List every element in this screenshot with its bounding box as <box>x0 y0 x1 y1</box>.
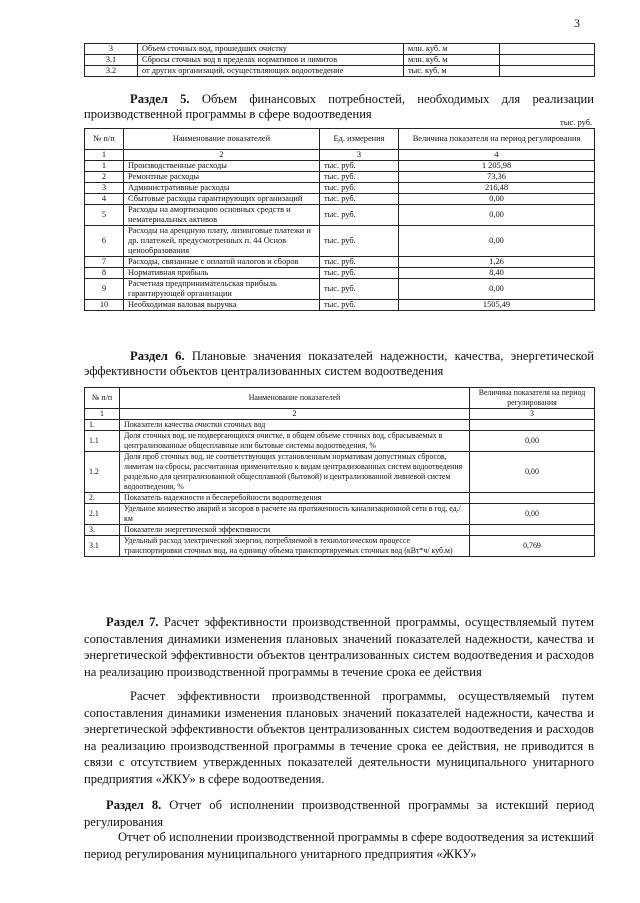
section8-label: Раздел 8. <box>106 798 162 812</box>
row-name: Доля сточных вод, не подвергающихся очистке, в общем объеме сточных вод, сбрасываемых в централизованные общесплавные или бытовые системы водоотведения, % <box>120 431 470 452</box>
row-name: Расчетная предпринимательская прибыль гарантирующей организации <box>124 279 320 300</box>
table-row <box>85 420 595 431</box>
row-number: 1. <box>85 420 120 431</box>
row-unit: тыс. руб. <box>320 268 399 279</box>
table-row <box>85 172 595 183</box>
section5-label: Раздел 5. <box>130 92 190 106</box>
row-name: Объем сточных вод, прошедших очистку <box>138 44 404 55</box>
row-number: 3. <box>85 525 120 536</box>
header-value: Величина показателя на период регулирования <box>399 129 595 150</box>
row-name: Показатели качества очистки сточных вод <box>120 420 470 431</box>
row-value: 0,00 <box>399 279 595 300</box>
row-value: 0,00 <box>470 504 595 525</box>
row-name: Расходы, связанные с оплатой налогов и сборов <box>124 257 320 268</box>
col-number: 1 <box>85 409 120 420</box>
section6-heading <box>84 349 594 379</box>
row-unit: тыс. руб. <box>320 183 399 194</box>
row-name: Показатель надежности и бесперебойности водоотведения <box>120 493 470 504</box>
row-unit: тыс. куб. м <box>404 66 500 77</box>
section6-label: Раздел 6. <box>130 349 185 363</box>
row-unit: тыс. руб. <box>320 257 399 268</box>
table-row <box>85 161 595 172</box>
column-number-row <box>85 150 595 161</box>
header-num: № п/п <box>85 129 124 150</box>
header-name: Наименование показателей <box>120 388 470 409</box>
header-num: № п/п <box>85 388 120 409</box>
page-number: 3 <box>574 16 580 30</box>
table-row <box>85 452 595 493</box>
section5-title: Объем финансовых потребностей, необходимых для реализации производственной программы в сфере водоотведения <box>84 92 594 121</box>
row-number: 2.1 <box>85 504 120 525</box>
table-header-row <box>85 388 595 409</box>
table-row <box>85 194 595 205</box>
row-number: 5 <box>85 205 124 226</box>
table-row <box>85 205 595 226</box>
row-number: 3 <box>85 44 138 55</box>
section6-title: Плановые значения показателей надежности, качества, энергетической эффективности объектов централизованных систем водоотведения <box>84 349 594 378</box>
section8-heading <box>84 797 594 830</box>
row-name: Показатели энергетической эффективности <box>120 525 470 536</box>
row-value: 0,00 <box>399 194 595 205</box>
table-row <box>85 44 595 55</box>
row-value <box>470 493 595 504</box>
row-number: 3.2 <box>85 66 138 77</box>
header-value: Величина показателя на период регулирования <box>470 388 595 409</box>
row-unit: млн. куб. м <box>404 44 500 55</box>
row-unit: тыс. руб. <box>320 279 399 300</box>
row-number: 2 <box>85 172 124 183</box>
row-number: 10 <box>85 300 124 311</box>
section8-body: Отчет об исполнении производственной программы в сфере водоотведения за истекший период регулирования муниципального унитарного предприятия «ЖКУ» <box>84 830 594 861</box>
row-value: 8,40 <box>399 268 595 279</box>
row-unit: тыс. руб. <box>320 194 399 205</box>
table-row <box>85 525 595 536</box>
table-row <box>85 226 595 257</box>
table-row <box>85 279 595 300</box>
section7-body: Расчет эффективности производственной программы, осуществляемый путем сопоставления динамики изменения плановых значений показателей надежности, качества и энергетической эффективности объектов централизованных систем водоотведения и расходов на реализацию производственной программы в течение срока ее действия, не приводится в связи с отсутствием утвержденных показателей деятельности муниципального унитарного предприятия «ЖКУ» в сфере водоотведения. <box>84 689 594 786</box>
section5-table <box>84 128 595 311</box>
table-row <box>85 536 595 557</box>
row-name: от других организаций, осуществляющих водоотведение <box>138 66 404 77</box>
section7-title: Расчет эффективности производственной программы, осуществляемый путем сопоставления динамики изменения плановых значений показателей надежности, качества и энергетической эффективности объектов централизованных систем водоотведения и расходов на реализацию производственной программы в течение срока ее действия <box>84 615 594 679</box>
row-number: 6 <box>85 226 124 257</box>
table-row <box>85 268 595 279</box>
row-number: 3 <box>85 183 124 194</box>
row-value <box>470 525 595 536</box>
row-number: 1.2 <box>85 452 120 493</box>
row-unit: тыс. руб. <box>320 172 399 183</box>
column-number-row <box>85 409 595 420</box>
row-number: 7 <box>85 257 124 268</box>
row-name: Удельное количество аварий и засоров в расчете на протяженность канализационной сети в год, ед./ км <box>120 504 470 525</box>
row-value: 1505,49 <box>399 300 595 311</box>
row-number: 8 <box>85 268 124 279</box>
row-number: 3.1 <box>85 536 120 557</box>
row-name: Сбросы сточных вод в пределах нормативов и лимитов <box>138 55 404 66</box>
row-name: Необходимая валовая выручка <box>124 300 320 311</box>
section7-label: Раздел 7. <box>106 615 159 629</box>
row-value <box>500 55 595 66</box>
row-number: 1.1 <box>85 431 120 452</box>
col-number: 4 <box>399 150 595 161</box>
row-unit: тыс. руб. <box>320 226 399 257</box>
row-value <box>500 66 595 77</box>
row-name: Нормативная прибыль <box>124 268 320 279</box>
col-number: 2 <box>120 409 470 420</box>
row-name: Доля проб сточных вод, не соответствующих установленным нормативам допустимых сбросов, лимитам на сбросы, рассчитанная применительно к видам централизованных систем водоотведения раздельно для централизованной общесплавной (бытовой) и централизованной ливневой систем водоотведения, % <box>120 452 470 493</box>
row-name: Производственные расходы <box>124 161 320 172</box>
table-row <box>85 300 595 311</box>
section5-heading <box>84 92 594 122</box>
row-name: Административные расходы <box>124 183 320 194</box>
row-number: 1 <box>85 161 124 172</box>
row-number: 3.1 <box>85 55 138 66</box>
table-header-row <box>85 129 595 150</box>
col-number: 3 <box>320 150 399 161</box>
row-value: 1 205,98 <box>399 161 595 172</box>
row-value: 0,00 <box>399 226 595 257</box>
row-value: 1,26 <box>399 257 595 268</box>
col-number: 3 <box>470 409 595 420</box>
row-unit: тыс. руб. <box>320 161 399 172</box>
section5-unit-note: тыс. руб. <box>560 117 593 127</box>
row-name: Расходы на арендную плату, лизинговые платежи и др. платежей, предусмотренных п. 44 Основ ценообразования <box>124 226 320 257</box>
row-name: Ремонтные расходы <box>124 172 320 183</box>
table-row <box>85 431 595 452</box>
section6-table <box>84 387 595 557</box>
row-value: 216,48 <box>399 183 595 194</box>
table-row <box>85 504 595 525</box>
row-value: 0,769 <box>470 536 595 557</box>
row-value <box>500 44 595 55</box>
row-name: Сбытовые расходы гарантирующих организаций <box>124 194 320 205</box>
row-unit: млн. куб. м <box>404 55 500 66</box>
table-row <box>85 257 595 268</box>
col-number: 2 <box>124 150 320 161</box>
row-name: Удельный расход электрической энергии, потребляемой в технологическом процессе транспортировки сточных вод, на единицу объема транспортируемых сточных вод (кВт*ч/ куб.м) <box>120 536 470 557</box>
row-number: 4 <box>85 194 124 205</box>
row-value: 73,36 <box>399 172 595 183</box>
table-row <box>85 493 595 504</box>
row-unit: тыс. руб. <box>320 205 399 226</box>
section7-heading <box>84 614 594 680</box>
row-value: 0,00 <box>470 452 595 493</box>
top-table <box>84 43 595 77</box>
header-name: Наименование показателей <box>124 129 320 150</box>
row-number: 9 <box>85 279 124 300</box>
table-row <box>85 66 595 77</box>
table-row <box>85 183 595 194</box>
col-number: 1 <box>85 150 124 161</box>
header-unit: Ед. измерения <box>320 129 399 150</box>
row-number: 2. <box>85 493 120 504</box>
table-row <box>85 55 595 66</box>
row-name: Расходы на амортизацию основных средств и нематериальных активов <box>124 205 320 226</box>
row-value: 0,00 <box>470 431 595 452</box>
row-value <box>470 420 595 431</box>
section8-title: Отчет об исполнении производственной программы за истекший период регулирования <box>84 798 594 829</box>
row-value: 0,00 <box>399 205 595 226</box>
row-unit: тыс. руб. <box>320 300 399 311</box>
